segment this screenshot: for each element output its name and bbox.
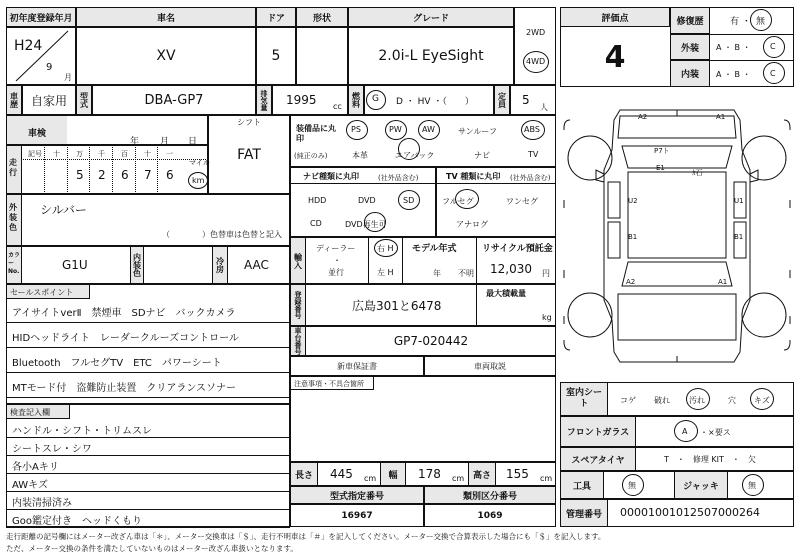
shift-value: FAT — [237, 147, 261, 163]
class-no-header: 類別区分番号 — [424, 486, 556, 504]
drive-cell — [514, 7, 556, 85]
tools-value: 無 — [628, 481, 636, 490]
equipment-sub: (純正のみ) — [294, 152, 328, 160]
color-note-open: （ — [162, 230, 170, 239]
seat-yogore: 汚れ — [689, 396, 705, 405]
import-header: 輸入 — [290, 237, 306, 284]
import-dot: ・ — [333, 256, 341, 265]
diag-a1-bottom: A1 — [718, 278, 728, 286]
tv-fullseg: フルセグ — [442, 197, 474, 206]
navi-header: ナビ種類に丸印 — [303, 172, 359, 181]
mileage-separator — [67, 145, 68, 194]
navi-sd: SD — [403, 196, 415, 205]
sales-point-line: MTモード付 盗難防止装置 クリアランスソナー — [12, 383, 237, 394]
usage-value: 自家用 — [30, 93, 67, 108]
seat-koge: コゲ — [620, 396, 636, 405]
inspection-header: 車検 — [28, 129, 47, 139]
equip-ps: PS — [351, 125, 361, 134]
sales-point-line: Bluetooth フルセグTV ETC パワーシート — [12, 358, 222, 369]
equip-pw: PW — [389, 125, 402, 134]
equip-tv: TV — [528, 150, 539, 159]
import-dealer: ディーラー — [316, 244, 356, 253]
inspector-note-line: 内装清掃済み — [12, 498, 72, 509]
car-name: XV — [156, 48, 176, 64]
usage-header: 車歴 — [6, 85, 22, 115]
height-value: 155 — [506, 467, 529, 481]
inspector-note-rule — [6, 473, 290, 474]
inspector-note-line: AWキズ — [12, 480, 48, 491]
exterior-opts: A ・ B ・ — [716, 43, 751, 52]
diag-b1-left: B1 — [628, 233, 638, 241]
repair-opts: 有 ・ — [730, 17, 751, 27]
sales-point-rule — [6, 397, 290, 398]
shape-cell — [296, 27, 348, 85]
mileage-header: 走行 — [9, 158, 17, 177]
tv-oneseg: ワンセグ — [506, 197, 538, 206]
sales-point-rule — [6, 347, 290, 348]
door-header: ドア — [256, 7, 296, 27]
mileage-separator — [135, 145, 136, 194]
model-year-header: モデル年式 — [412, 244, 457, 254]
inspection-month: 月 — [160, 137, 170, 147]
mgmt-header: 管理番号 — [560, 499, 608, 527]
inspection-year: 年 — [130, 137, 140, 147]
color-no-header: カラーNo. — [8, 252, 21, 275]
tv-analog: アナログ — [456, 220, 488, 229]
registration-header: 登録番号 — [290, 284, 306, 326]
mileage-separator — [89, 145, 90, 194]
model-year-unit: 年 — [433, 269, 441, 278]
diag-p7: P7ト — [654, 147, 670, 155]
recycle-header: リサイクル預託金 — [482, 244, 553, 254]
windshield-header: フロントガラス — [560, 416, 636, 447]
import-parallel: 並行 — [328, 268, 344, 277]
navi-dvd-play: DVD再生可 — [345, 220, 387, 229]
shape-header: 形状 — [296, 7, 348, 27]
door-value: 5 — [271, 48, 281, 64]
color-header: 外装色 — [9, 203, 17, 232]
mileage-digit: 2 — [98, 168, 106, 182]
class-no-value: 1069 — [477, 510, 503, 521]
reg-era: H24 — [14, 38, 43, 54]
manual: 車両取説 — [474, 361, 506, 371]
sales-points-title: セールスポイント — [10, 288, 74, 297]
footer-line2: ただ、メーター交換の条件を満たしていないものはメーター改ざん車扱いとなります。 — [6, 544, 298, 553]
inspection-day: 日 — [188, 137, 198, 147]
fuel-header: 燃料 — [348, 85, 364, 115]
windshield-rest: ・×要ス — [700, 428, 731, 437]
inspector-note-line: ハンドル・シフト・トリムスレ — [12, 426, 152, 437]
diag-e1: E1 — [656, 164, 665, 172]
registration-value: 広島301と6478 — [352, 299, 442, 313]
spare-header: スペアタイヤ — [560, 447, 636, 471]
score-header: 評価点 — [560, 7, 670, 27]
inspector-note-rule — [6, 509, 290, 510]
import-left: 左 H — [377, 268, 394, 277]
reg-year-header: 初年度登録年月 — [6, 7, 76, 27]
mileage-unit-label: 一 — [166, 150, 173, 158]
navi-dvd: DVD — [358, 196, 376, 205]
equip-airbag: エアバック — [395, 151, 435, 160]
color-note: ）色替車は色替と記入 — [202, 230, 282, 239]
mgmt-value: 00001001012507000264 — [620, 506, 760, 519]
equip-leather: 本革 — [352, 151, 368, 160]
displacement-value: 1995 — [286, 93, 317, 107]
tv-sub: (社外品含む) — [510, 174, 551, 182]
equip-navi: ナビ — [474, 151, 490, 160]
height-cm: cm — [540, 474, 553, 483]
tv-header: TV 種類に丸印 — [446, 172, 501, 181]
height-header: 高さ — [468, 462, 496, 486]
diag-u2: U2 — [628, 197, 638, 205]
ac-header: 冷房 — [212, 246, 228, 284]
inspector-note-rule — [6, 527, 290, 528]
model-header: 型式 — [76, 85, 92, 115]
model-value: DBA-GP7 — [144, 92, 204, 108]
width-value: 178 — [418, 467, 441, 481]
navi-sub: (社外品含む) — [378, 174, 419, 182]
interior-opts: A ・ B ・ — [716, 70, 751, 79]
notes-title: 注意事項・不具合箇所 — [294, 380, 364, 388]
exterior-sel: C — [770, 42, 776, 51]
max-load-header: 最大積載量 — [486, 289, 526, 298]
capacity-unit: 人 — [540, 103, 548, 112]
type-no-header: 型式指定番号 — [290, 486, 424, 504]
navi-hdd: HDD — [308, 196, 327, 205]
length-header: 長さ — [290, 462, 318, 486]
jack-header: ジャッキ — [674, 471, 728, 499]
displacement-header: 排気量 — [256, 85, 272, 115]
capacity-header: 定員 — [494, 85, 510, 115]
jack-value: 無 — [748, 481, 756, 490]
mileage-unit-label: 十 — [144, 150, 151, 158]
diag-kaseki: ｶ石 — [692, 169, 703, 177]
navi-cd: CD — [310, 219, 322, 228]
width-header: 幅 — [380, 462, 406, 486]
interior-sel: C — [770, 69, 776, 78]
mileage-digit: 6 — [166, 168, 174, 182]
score-value: 4 — [604, 39, 626, 75]
color-value: シルバー — [40, 203, 87, 217]
seat-ana: 穴 — [728, 396, 736, 405]
car-name-header: 車名 — [76, 7, 256, 27]
fuel-options: D ・ HV ・（ ） — [396, 97, 474, 107]
diag-b1-right: B1 — [734, 233, 744, 241]
mileage-code-header: 記号 — [28, 150, 42, 158]
windshield-sel: A — [682, 427, 688, 436]
mileage-digit: 7 — [144, 168, 152, 182]
sales-point-line: HIDヘッドライト レーダークルーズコントロール — [12, 333, 239, 344]
repair-none: 無 — [756, 17, 766, 27]
drive-2wd: 2WD — [526, 28, 546, 37]
diag-u1: U1 — [734, 197, 744, 205]
repair-header: 修復歴 — [670, 7, 710, 34]
model-year-unknown: 不明 — [458, 269, 474, 278]
interior-color-header: 内装色 — [130, 246, 144, 284]
mileage-separator — [157, 145, 158, 194]
inspector-note-rule — [6, 455, 290, 456]
length-cm: cm — [364, 474, 377, 483]
spare-opts: T ・ 修理 KIT ・ 欠 — [664, 455, 756, 464]
grade-header: グレード — [348, 7, 514, 27]
equip-abs: ABS — [524, 125, 540, 134]
diag-a1-top: A1 — [716, 113, 726, 121]
inspector-note-line: シートスレ・シワ — [12, 444, 92, 455]
reg-month: 9 — [46, 62, 53, 73]
recycle-yen: 円 — [542, 269, 550, 278]
shift-header: シフト — [237, 118, 261, 127]
footer-line1: 走行距離の記号欄にはメーター改ざん車は「＊」、メーター交換車は「＄」、走行不明車は「＃」を記入してください。メーター交換で合算表示した場合にも「＄」を記入します。 — [6, 532, 606, 541]
sales-point-rule — [6, 322, 290, 323]
car-damage-diagram — [560, 90, 794, 380]
mileage-unit-label: 百 — [121, 150, 128, 158]
mileage-digit: 6 — [121, 168, 129, 182]
grade-value: 2.0i-L EyeSight — [378, 48, 484, 64]
diag-a2-top: A2 — [638, 113, 648, 121]
cc-unit: cc — [333, 102, 342, 111]
mileage-unit-label: 千 — [98, 150, 105, 158]
inspector-note-rule — [6, 491, 290, 492]
mileage-unit-label: 万 — [76, 150, 83, 158]
interior-seat-header: 室内シート — [560, 382, 608, 416]
mileage-separator — [44, 145, 45, 194]
drive-4wd: 4WD — [526, 57, 546, 66]
reg-month-unit: 月 — [64, 73, 72, 82]
sales-point-line: アイサイトverⅡ 禁煙車 SDナビ バックカメラ — [12, 308, 236, 319]
capacity-value: 5 — [522, 93, 530, 107]
ac-value: AAC — [244, 258, 269, 272]
exterior-header: 外装 — [670, 34, 710, 60]
type-no-value: 16967 — [341, 510, 373, 521]
mile-label: マイル — [189, 159, 210, 167]
mileage-digit: 5 — [76, 168, 84, 182]
mileage-separator — [112, 145, 113, 194]
width-cm: cm — [452, 474, 465, 483]
color-no-value: G1U — [62, 258, 88, 272]
seat-kizu: キズ — [754, 396, 770, 405]
equip-aw: AW — [422, 125, 435, 134]
tools-header: 工具 — [560, 471, 604, 499]
fuel-g: G — [372, 94, 379, 104]
inspector-note-line: Goo鑑定付き ヘッドくもり — [12, 516, 142, 527]
equip-sunroof: サンルーフ — [458, 127, 497, 136]
chassis-header: 車台番号 — [290, 326, 306, 356]
chassis-value: GP7-020442 — [393, 334, 469, 348]
seat-yabure: 破れ — [654, 396, 670, 405]
inspector-note-rule — [6, 437, 290, 438]
length-value: 445 — [330, 467, 353, 481]
recycle-value: 12,030 — [490, 262, 532, 276]
import-right: 右 H — [377, 244, 394, 253]
inspector-note-line: 各小Aキリ — [12, 462, 59, 473]
capacity-cell — [510, 85, 556, 115]
equipment-header: 装備品に丸印 — [296, 124, 336, 143]
mileage-unit-label: 十 — [53, 150, 60, 158]
sales-point-rule — [6, 372, 290, 373]
diag-a2-bottom: A2 — [626, 278, 636, 286]
new-car-warranty: 新車保証書 — [337, 361, 377, 371]
max-load-kg: kg — [542, 313, 552, 322]
interior-header: 内装 — [670, 60, 710, 87]
inspector-notes-title: 検査記入欄 — [10, 408, 50, 417]
km-label: km — [192, 176, 205, 185]
